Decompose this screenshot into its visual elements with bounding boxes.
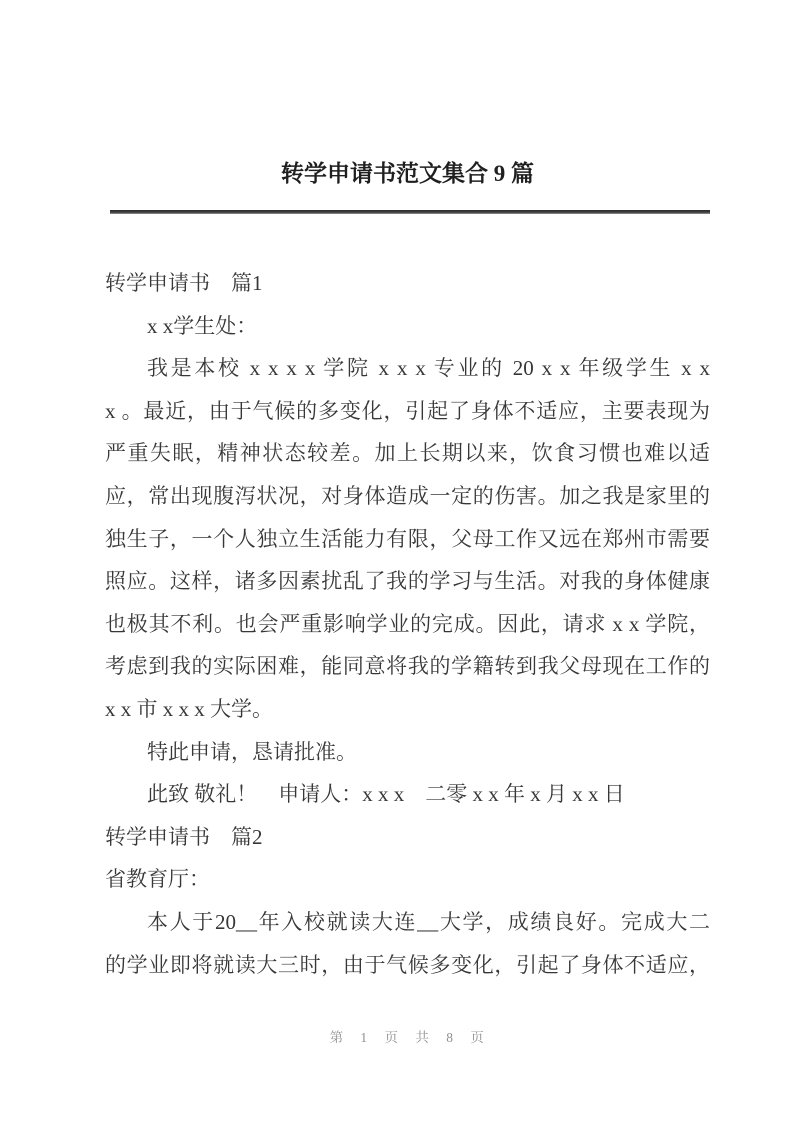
- text-line: 特此申请，恳请批准。: [147, 739, 357, 764]
- text-line: 考虑到我的实际困难，能同意将我的学籍转到我父母现在工作的: [105, 654, 710, 679]
- text-line: 应，常出现腹泻状况，对身体造成一定的伤害。加之我是家里的: [105, 483, 710, 508]
- text-line: x 。最近，由于气候的多变化，引起了身体不适应，主要表现为: [105, 398, 710, 423]
- page-number-footer: 第 1 页 共 8 页: [329, 1030, 486, 1045]
- text-line: x x 市 x x x 大学。: [105, 696, 273, 721]
- text-line: 省教育厅：: [105, 867, 210, 892]
- text-line: 照应。这样，诸多因素扰乱了我的学习与生活。对我的身体健康: [105, 569, 710, 594]
- document-title: 转学申请书范文集合 9 篇: [281, 161, 534, 186]
- text-line: 转学申请书 篇2: [105, 824, 263, 849]
- text-line: 独生子，一个人独立生活能力有限，父母工作又远在郑州市需要: [105, 526, 710, 551]
- text-line: 的学业即将就读大三时，由于气候多变化，引起了身体不适应，: [105, 952, 710, 977]
- text-line: x x学生处：: [147, 313, 258, 338]
- text-line: 本人于20__年入校就读大连__大学，成绩良好。完成大二: [147, 909, 710, 934]
- text-line: 转学申请书 篇1: [105, 271, 263, 295]
- text-line: 我是本校 x x x x 学院 x x x 专业的 20 x x 年级学生 x x: [147, 356, 710, 381]
- text-line: 此致 敬礼！ 申请人：x x x 二零 x x 年 x 月 x x 日: [147, 782, 625, 807]
- document-body: [105, 262, 710, 986]
- text-line: 严重失眠，精神状态较差。加上长期以来，饮食习惯也难以适: [105, 441, 710, 466]
- text-line: 也极其不利。也会严重影响学业的完成。因此，请求 x x 学院，: [105, 611, 710, 636]
- title-divider-rule: [110, 210, 710, 214]
